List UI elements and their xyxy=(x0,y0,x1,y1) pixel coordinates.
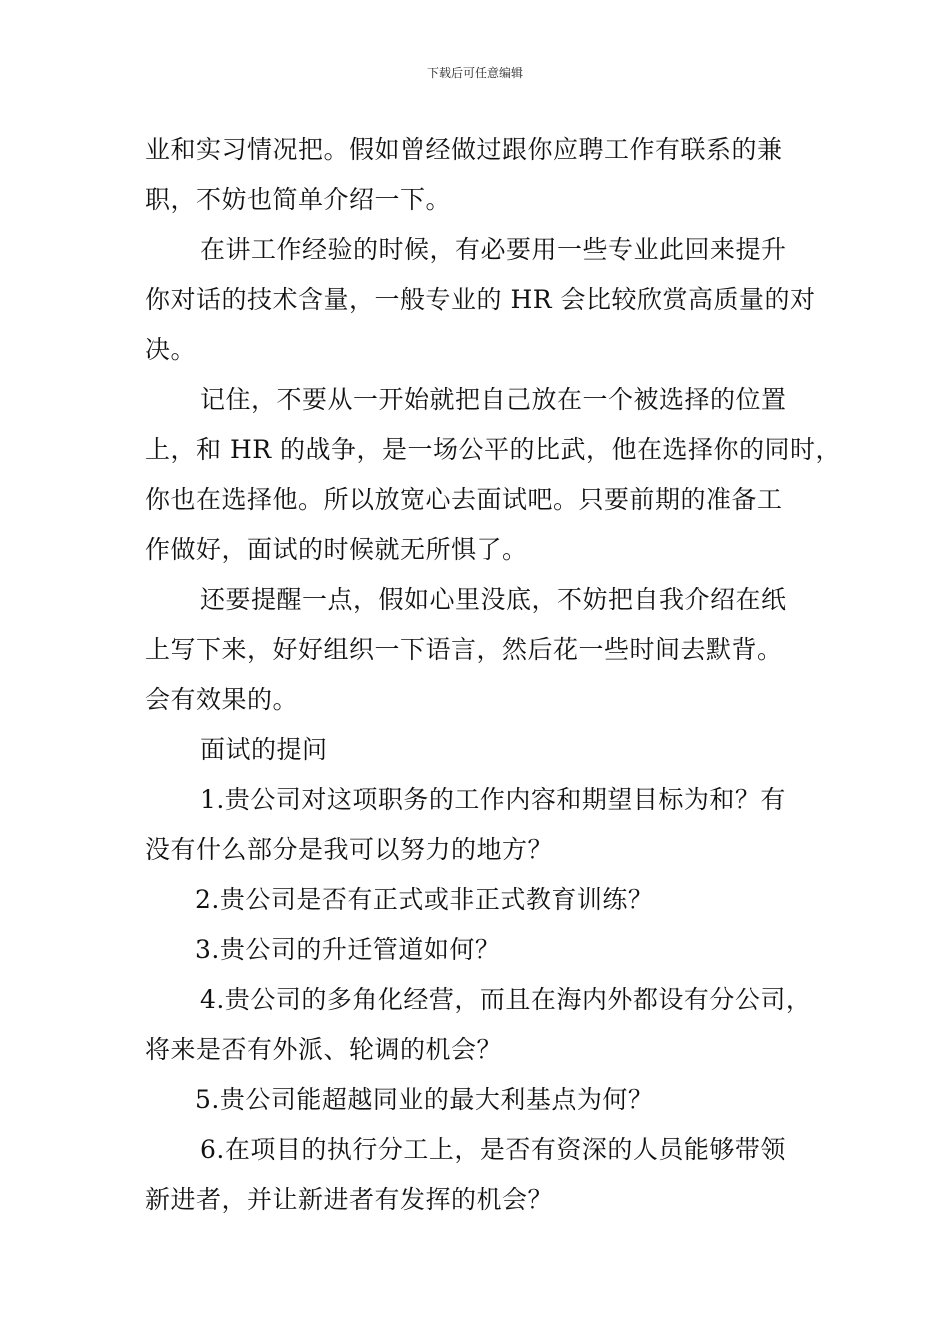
text-line: 职，不妨也简单介绍一下。 xyxy=(145,185,452,214)
text-line: 作做好，面试的时候就无所惧了。 xyxy=(145,535,528,564)
text-line: 会有效果的。 xyxy=(145,685,299,714)
text-line: 在讲工作经验的时候，有必要用一些专业此回来提升 xyxy=(200,235,787,264)
question-item: 2.贵公司是否有正式或非正式教育训练？ xyxy=(195,885,654,914)
question-item: 5.贵公司能超越同业的最大利基点为何？ xyxy=(195,1085,654,1114)
question-item: 3.贵公司的升迁管道如何？ xyxy=(195,935,501,964)
text-line: 你对话的技术含量，一般专业的 HR 会比较欣赏高质量的对 xyxy=(145,285,816,314)
text-line: 你也在选择他。所以放宽心去面试吧。只要前期的准备工 xyxy=(145,485,783,514)
question-item: 4.贵公司的多角化经营，而且在海内外都设有分公司， xyxy=(200,985,812,1014)
text-line: 记住，不要从一开始就把自己放在一个被选择的位置 xyxy=(200,385,787,414)
text-line: 没有什么部分是我可以努力的地方？ xyxy=(145,835,554,864)
text-line: 将来是否有外派、轮调的机会？ xyxy=(145,1035,503,1064)
text-line: 上写下来，好好组织一下语言，然后花一些时间去默背。 xyxy=(145,635,783,664)
text-line: 还要提醒一点，假如心里没底，不妨把自我介绍在纸 xyxy=(200,585,787,614)
question-item: 1.贵公司对这项职务的工作内容和期望目标为和？有 xyxy=(200,785,786,814)
text-line: 新进者，并让新进者有发挥的机会？ xyxy=(145,1185,554,1214)
text-line: 业和实习情况把。假如曾经做过跟你应聘工作有联系的兼 xyxy=(145,135,783,164)
text-line: 决。 xyxy=(145,335,197,364)
page-header: 下载后可任意编辑 xyxy=(426,66,523,80)
question-item: 6.在项目的执行分工上，是否有资深的人员能够带领 xyxy=(200,1135,786,1164)
section-heading: 面试的提问 xyxy=(200,735,328,764)
text-line: 上，和 HR 的战争，是一场公平的比武，他在选择你的同时， xyxy=(145,435,842,464)
